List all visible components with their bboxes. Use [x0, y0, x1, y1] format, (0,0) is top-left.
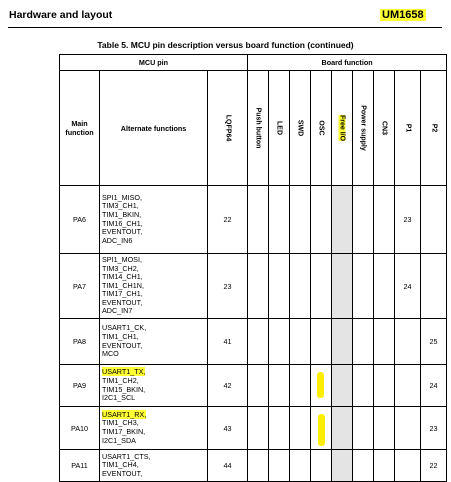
alternate-function-line: SPI1_MOSI, [102, 254, 142, 264]
header-rule [8, 27, 442, 28]
power-supply-cell [353, 186, 374, 254]
cn3-header: CN3 [374, 71, 395, 186]
alternate-function-line: TIM1_CH4, [102, 460, 139, 470]
mcu-pin-group-header: MCU pin [60, 55, 248, 71]
power-supply-cell [353, 254, 374, 319]
p1-cell [395, 319, 421, 365]
cn3-cell [374, 365, 395, 407]
document-id: UM1658 [382, 9, 424, 21]
table-row [60, 407, 447, 450]
alternate-function-line: TIM1_CH1N, [102, 280, 144, 290]
pin-rows [60, 186, 447, 482]
free-io-cell [332, 365, 353, 407]
swd-cell [290, 407, 311, 450]
lqfp64-cell: 41 [208, 319, 248, 365]
board-function-group-header: Board function [248, 55, 447, 71]
p2-cell: 25 [421, 319, 447, 365]
alternate-function-line: TIM1_BKIN, [102, 209, 142, 219]
p1-cell [395, 365, 421, 407]
osc-cell [311, 186, 332, 254]
highlighted-function: USART1_CTS, [102, 451, 151, 461]
power-supply-cell [353, 319, 374, 365]
alternate-function-line: TIM1_CH3, [102, 418, 139, 428]
alternate-function-line: TIM1_CH1, [102, 331, 139, 341]
free-io-cell [332, 450, 353, 482]
main-function-cell: PA9 [60, 365, 100, 407]
p2-cell: 22 [421, 450, 447, 482]
lqfp64-cell: 43 [208, 407, 248, 450]
free-io-highlight-mark [318, 414, 325, 446]
alternate-function-line: SPI1_MISO, [102, 192, 142, 202]
alternate-function-line: MCO [102, 349, 119, 359]
alternate-function-line: TIM17_BKIN, [102, 427, 146, 436]
alternate-functions-cell [100, 450, 208, 482]
led-cell [269, 319, 290, 365]
push-button-cell [248, 365, 269, 407]
free-io-cell [332, 186, 353, 254]
cn3-cell [374, 254, 395, 319]
alternate-function-line: TIM1_CH2, [102, 375, 139, 385]
lqfp64-cell: 23 [208, 254, 248, 319]
osc-cell [311, 254, 332, 319]
alternate-function-line: USART1_CK, [102, 323, 147, 333]
section-title: Hardware and layout [9, 9, 113, 21]
cn3-cell [374, 319, 395, 365]
osc-cell [311, 450, 332, 482]
led-cell [269, 254, 290, 319]
main-function-cell: PA8 [60, 319, 100, 365]
push-button-header: Push button [248, 71, 269, 186]
alternate-function-line: ADC_IN6 [102, 235, 133, 245]
main-function-cell: PA10 [60, 407, 100, 450]
table-caption: Table 5. MCU pin description versus board function (continued) [97, 40, 354, 50]
pin-table [59, 54, 447, 482]
power-supply-cell [353, 365, 374, 407]
table-row [60, 365, 447, 407]
swd-cell [290, 186, 311, 254]
table-row [60, 450, 447, 482]
main-function-cell: PA11 [60, 450, 100, 482]
power-supply-cell [353, 407, 374, 450]
alternate-functions-cell [100, 407, 208, 450]
main-function-header: Main function [60, 71, 100, 186]
highlighted-function: USART1_TX, [102, 367, 146, 377]
led-cell [269, 450, 290, 482]
table-row [60, 186, 447, 254]
power-supply-cell [353, 450, 374, 482]
alternate-functions-cell [100, 254, 208, 319]
alternate-functions-header: Alternate functions [100, 71, 208, 186]
push-button-cell [248, 450, 269, 482]
alternate-function-line: EVENTOUT, [102, 468, 143, 478]
led-header: LED [269, 71, 290, 186]
p1-cell: 23 [395, 186, 421, 254]
p2-cell: 23 [421, 407, 447, 450]
alternate-function-line: TIM14_CH1, [102, 272, 143, 282]
free-io-cell [332, 407, 353, 450]
alternate-functions-cell [100, 365, 208, 407]
alternate-function-line: I2C1_SDA [102, 435, 136, 445]
osc-cell [311, 319, 332, 365]
free-io-highlight-mark [317, 372, 324, 398]
cn3-cell [374, 186, 395, 254]
lqfp64-cell: 44 [208, 450, 248, 482]
cn3-cell [374, 450, 395, 482]
alternate-function-line: TIM17_CH1, [102, 289, 143, 299]
push-button-cell [248, 254, 269, 319]
p1-cell [395, 407, 421, 450]
led-cell [269, 365, 290, 407]
swd-cell [290, 254, 311, 319]
p2-cell [421, 254, 447, 319]
p1-cell: 24 [395, 254, 421, 319]
alternate-function-line: EVENTOUT, [102, 227, 143, 237]
main-function-cell: PA7 [60, 254, 100, 319]
cn3-cell [374, 407, 395, 450]
alternate-function-line: TIM16_CH1, [102, 218, 143, 228]
lqfp64-cell: 22 [208, 186, 248, 254]
lqfp64-cell: 42 [208, 365, 248, 407]
swd-header: SWD [290, 71, 311, 186]
free-io-cell [332, 319, 353, 365]
free-io-cell [332, 254, 353, 319]
main-function-cell: PA6 [60, 186, 100, 254]
swd-cell [290, 450, 311, 482]
alternate-function-line: TIM3_CH2, [102, 263, 139, 273]
free-io-header: Free I/O [332, 71, 353, 186]
table-row [60, 254, 447, 319]
alternate-function-line: ADC_IN7 [102, 306, 133, 316]
swd-cell [290, 319, 311, 365]
p2-header: P2 [421, 71, 447, 186]
p2-cell [421, 186, 447, 254]
led-cell [269, 407, 290, 450]
alternate-function-line: TIM3_CH1, [102, 201, 139, 211]
alternate-function-line: EVENTOUT, [102, 297, 143, 307]
alternate-function-line: EVENTOUT, [102, 340, 143, 350]
lqfp64-header: LQFP64 [208, 71, 248, 186]
alternate-functions-cell [100, 186, 208, 254]
alternate-function-line: I2C1_SCL [102, 393, 136, 403]
power-supply-header: Power supply [353, 71, 374, 186]
push-button-cell [248, 407, 269, 450]
p1-cell [395, 450, 421, 482]
push-button-cell [248, 186, 269, 254]
alternate-functions-cell [100, 319, 208, 365]
alternate-function-line: TIM15_BKIN, [102, 384, 146, 394]
led-cell [269, 186, 290, 254]
push-button-cell [248, 319, 269, 365]
p2-cell: 24 [421, 365, 447, 407]
osc-header: OSC [311, 71, 332, 186]
p1-header: P1 [395, 71, 421, 186]
swd-cell [290, 365, 311, 407]
table-row [60, 319, 447, 365]
highlighted-function: USART1_RX, [102, 409, 147, 419]
